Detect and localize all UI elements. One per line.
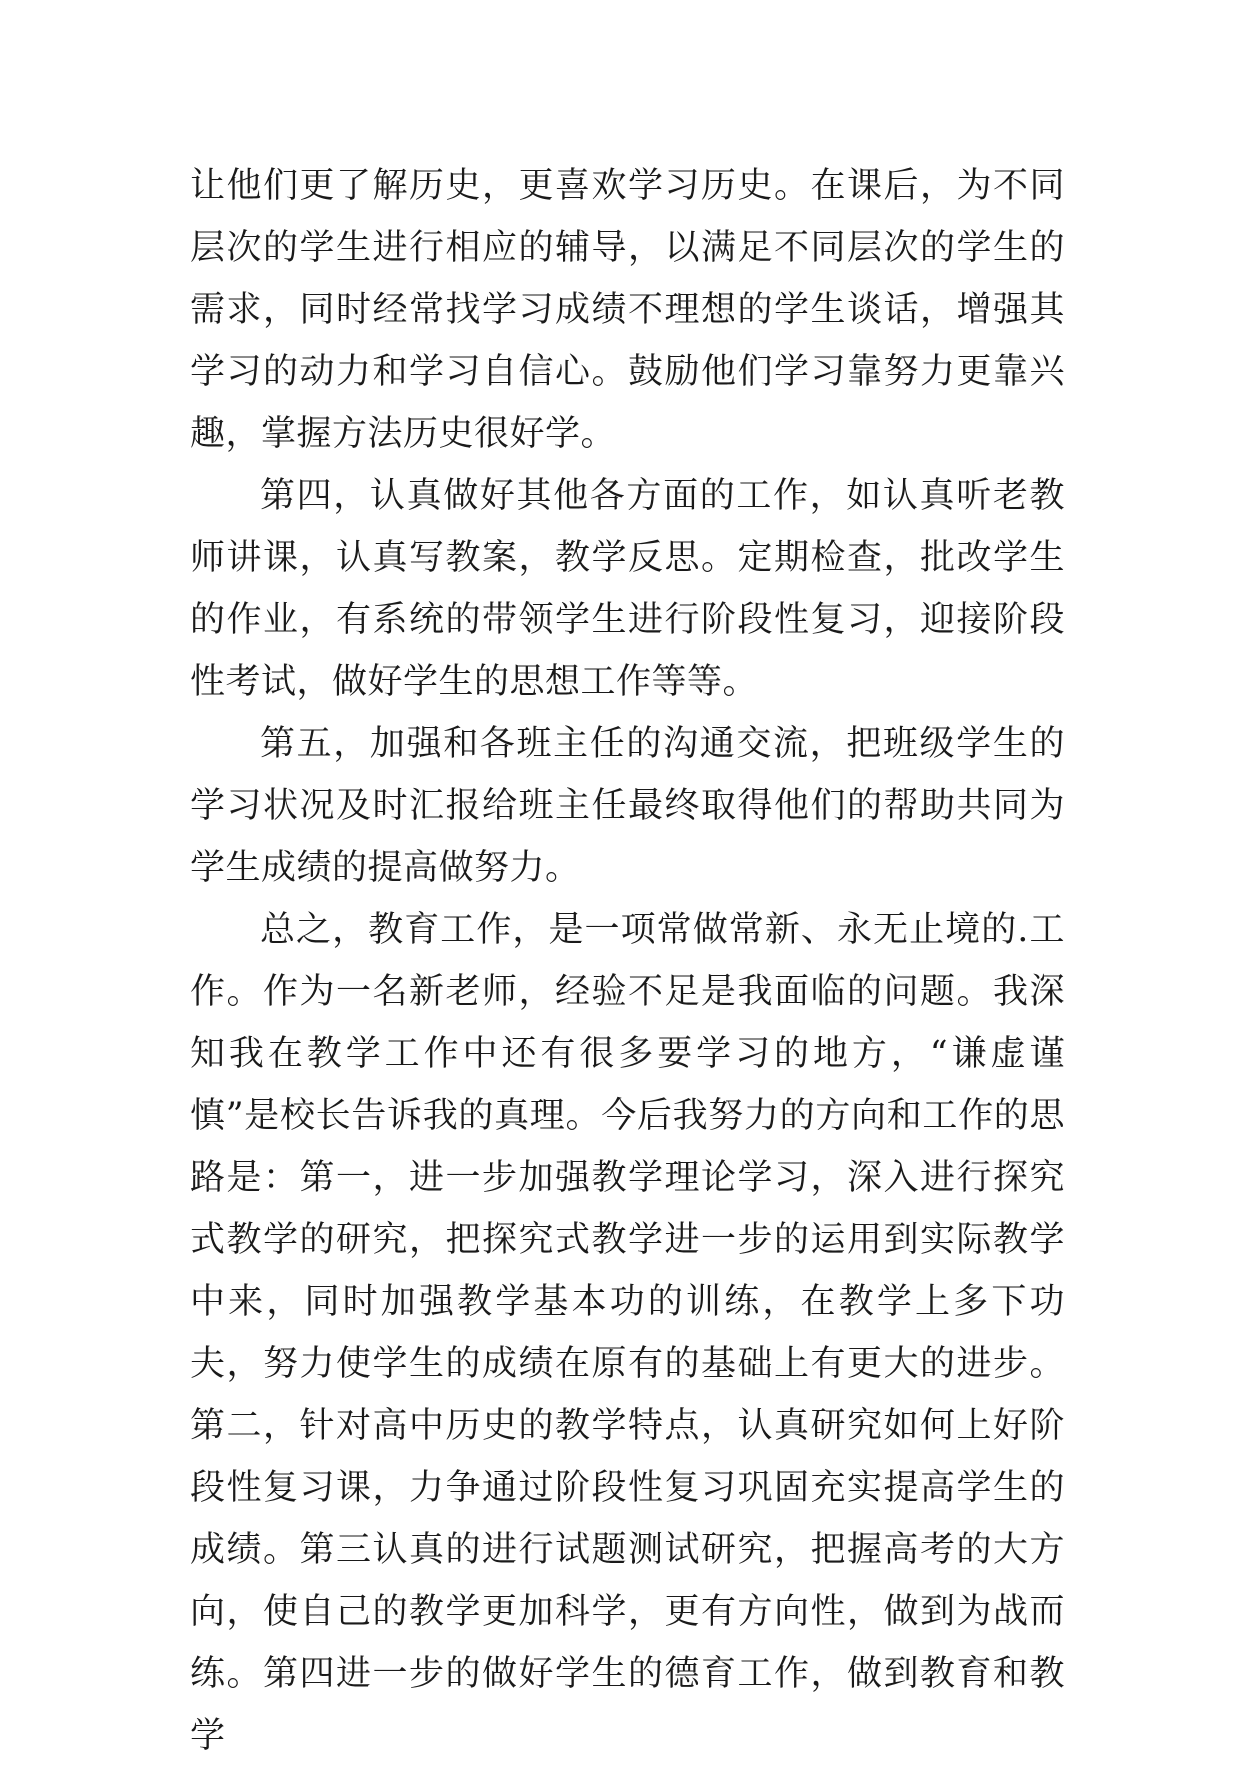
- paragraph-history-interest: 让他们更了解历史，更喜欢学习历史。在课后，为不同层次的学生进行相应的辅导，以满足不同层次的学生的需求，同时经常找学习成绩不理想的学生谈话，增强其学习的动力和学习自信心。鼓励他们学习靠努力更靠兴趣，掌握方法历史很好学。: [190, 166, 1065, 454]
- paragraph-conclusion: 总之，教育工作，是一项常做常新、永无止境的.工作。作为一名新老师，经验不足是我面临的问题。我深知我在教学工作中还有很多要学习的地方，“谦虚谨慎”是校长告诉我的真理。今后我努力的方向和工作的思路是：第一，进一步加强教学理论学习，深入进行探究式教学的研究，把探究式教学进一步的运用到实际教学中来，同时加强教学基本功的训练，在教学上多下功夫，努力使学生的成绩在原有的基础上有更大的进步。第二，针对高中历史的教学特点，认真研究如何上好阶段性复习课，力争通过阶段性复习巩固充实提高学生的成绩。第三认真的进行试题测试研究，把握高考的大方向，使自己的教学更加科学，更有方向性，做到为战而练。第四进一步的做好学生的德育工作，做到教育和教学: [190, 910, 1065, 1756]
- document-body: [190, 155, 1065, 1767]
- paragraph-fifth-point: 第五，加强和各班主任的沟通交流，把班级学生的学习状况及时汇报给班主任最终取得他们的帮助共同为学生成绩的提高做努力。: [190, 724, 1065, 888]
- paragraph-fourth-point: 第四，认真做好其他各方面的工作，如认真听老教师讲课，认真写教案，教学反思。定期检查，批改学生的作业，有系统的带领学生进行阶段性复习，迎接阶段性考试，做好学生的思想工作等等。: [190, 476, 1065, 702]
